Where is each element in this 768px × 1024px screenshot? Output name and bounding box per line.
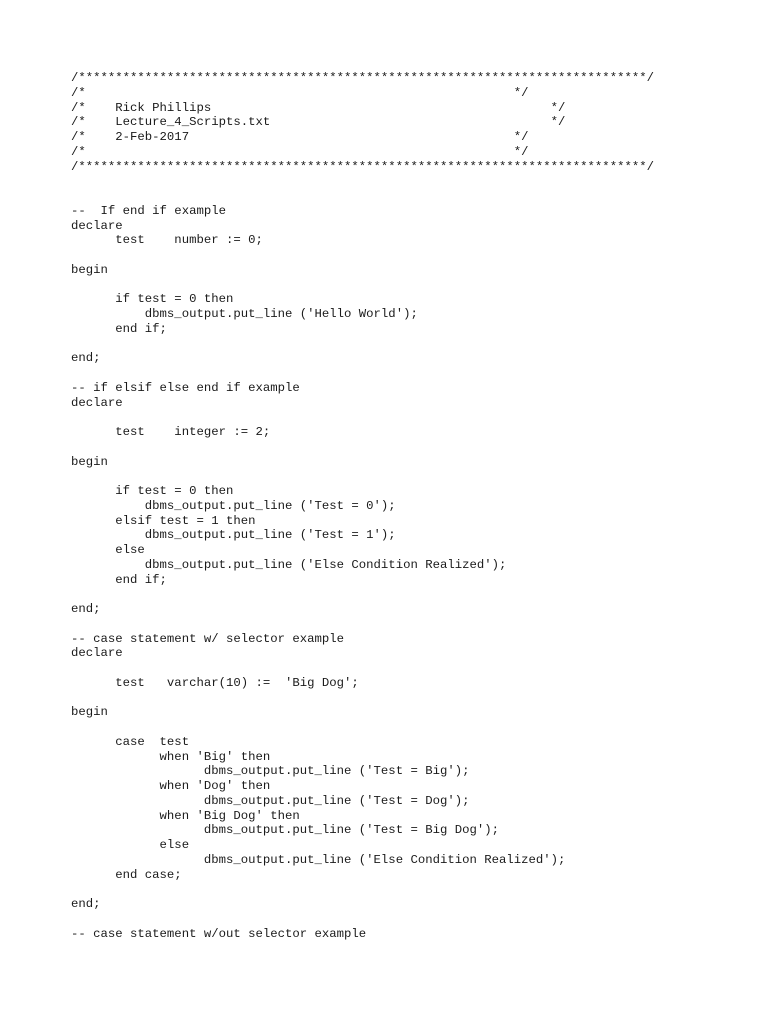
code-line <box>71 440 654 455</box>
code-line: end; <box>71 602 101 616</box>
code-line: /* */ <box>71 144 529 159</box>
code-line: case test <box>71 734 190 749</box>
code-line: dbms_output.put_line ('Test = Big'); <box>71 764 470 779</box>
code-line: test varchar(10) := 'Big Dog'; <box>71 675 359 690</box>
code-line <box>71 189 654 204</box>
code-line: /*****************************************************************************/ <box>71 159 654 174</box>
code-line: -- if elsif else end if example <box>71 380 300 395</box>
code-line: elsif test = 1 then <box>71 513 256 528</box>
code-line: else <box>71 838 190 852</box>
code-line: /* 2-Feb-2017 */ <box>71 130 529 144</box>
code-line: begin <box>71 705 108 720</box>
code-line: -- If end if example <box>71 203 226 218</box>
code-line: end if; <box>71 572 167 587</box>
code-line <box>71 661 654 676</box>
code-line <box>71 882 654 897</box>
code-line: -- case statement w/out selector example <box>71 926 367 941</box>
code-line: /* Lecture_4_Scripts.txt */ <box>71 115 566 130</box>
code-line: if test = 0 then <box>71 292 234 307</box>
code-line: end; <box>71 351 101 366</box>
code-line: -- case statement w/ selector example <box>71 631 345 646</box>
code-line: declare <box>71 646 123 661</box>
code-line <box>71 174 654 189</box>
script-text <box>71 71 654 941</box>
code-line: if test = 0 then <box>71 484 234 498</box>
code-line: end; <box>71 897 101 911</box>
code-line <box>71 248 654 263</box>
code-line: dbms_output.put_line ('Test = Dog'); <box>71 793 470 808</box>
code-line: test integer := 2; <box>71 425 271 439</box>
code-line: when 'Big Dog' then <box>71 808 300 823</box>
code-line <box>71 617 654 632</box>
code-line: begin <box>71 262 108 277</box>
code-line <box>71 691 654 706</box>
code-line <box>71 337 654 352</box>
code-line: dbms_output.put_line ('Test = Big Dog'); <box>71 823 500 838</box>
code-line <box>71 720 654 735</box>
code-line: begin <box>71 454 108 469</box>
code-line <box>71 587 654 602</box>
code-line: when 'Dog' then <box>71 779 271 793</box>
code-line: declare <box>71 395 123 410</box>
code-line: test number := 0; <box>71 233 263 248</box>
code-line: dbms_output.put_line ('Hello World'); <box>71 307 418 321</box>
code-line: end if; <box>71 321 167 336</box>
code-line: dbms_output.put_line ('Test = 0'); <box>71 498 396 513</box>
code-line <box>71 912 654 927</box>
code-line: dbms_output.put_line ('Else Condition Realized'); <box>71 557 507 572</box>
code-line <box>71 469 654 484</box>
code-line: dbms_output.put_line ('Test = 1'); <box>71 528 396 543</box>
code-line <box>71 410 654 425</box>
code-line: /* Rick Phillips */ <box>71 100 566 115</box>
code-line: else <box>71 543 145 557</box>
code-line: /*****************************************************************************/ <box>71 71 654 85</box>
code-line <box>71 366 654 381</box>
code-line: when 'Big' then <box>71 749 271 764</box>
code-line: declare <box>71 218 123 233</box>
code-line: /* */ <box>71 85 529 100</box>
code-line: dbms_output.put_line ('Else Condition Realized'); <box>71 852 566 867</box>
code-line: end case; <box>71 867 182 882</box>
code-line <box>71 278 654 293</box>
